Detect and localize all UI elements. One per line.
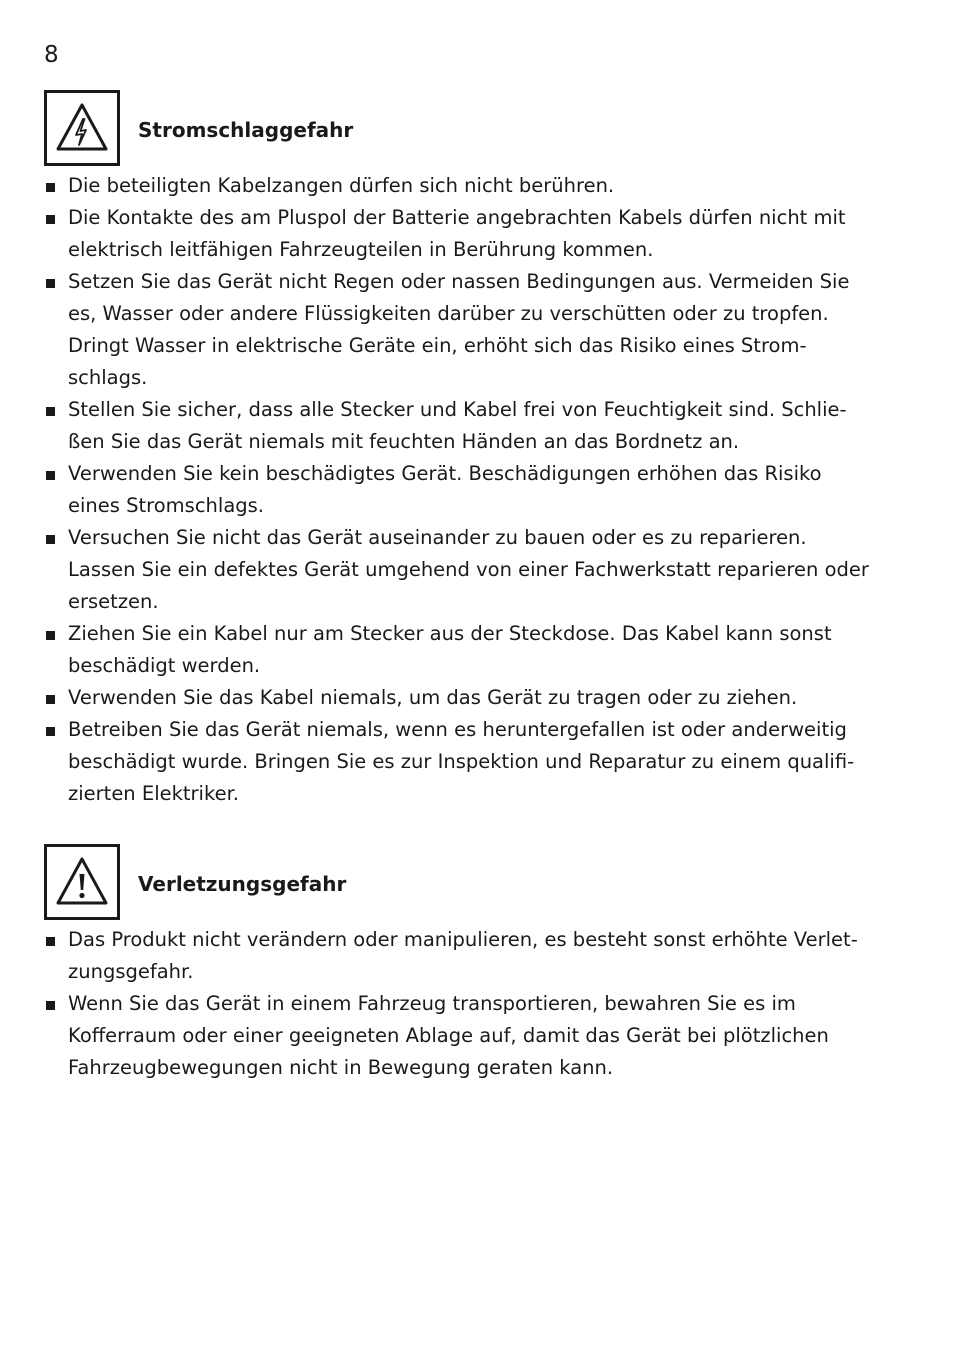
list-item: Das Produkt nicht verändern oder manipulieren, es besteht sonst erhöhte Verlet-zungsgefahr. <box>44 924 874 988</box>
list-item: Ziehen Sie ein Kabel nur am Stecker aus der Steckdose. Das Kabel kann sonst beschädigt werden. <box>44 618 874 682</box>
section-header <box>44 844 874 920</box>
list-item: Setzen Sie das Gerät nicht Regen oder nassen Bedingungen aus. Vermeiden Sie es, Wasser oder andere Flüssigkeiten darüber zu verschütten oder zu tropfen. Dringt Wasser in elektrische Geräte ein, erhöht sich das Risiko eines Strom-schlags. <box>44 266 874 394</box>
bullet-list <box>44 170 874 810</box>
list-item: Die beteiligten Kabelzangen dürfen sich nicht berühren. <box>44 170 874 202</box>
list-item: Betreiben Sie das Gerät niemals, wenn es heruntergefallen ist oder anderweitig beschädigt wurde. Bringen Sie es zur Inspektion und Reparatur zu einem qualifi-zierten Elektriker. <box>44 714 874 810</box>
section-electric-shock <box>44 90 874 810</box>
section-title: Stromschlaggefahr <box>138 118 354 142</box>
list-item: Stellen Sie sicher, dass alle Stecker und Kabel frei von Feuchtigkeit sind. Schlie-ßen Sie das Gerät niemals mit feuchten Händen an das Bordnetz an. <box>44 394 874 458</box>
list-item: Die Kontakte des am Pluspol der Batterie angebrachten Kabels dürfen nicht mit elektrisch leitfähigen Fahrzeugteilen in Berührung kommen. <box>44 202 874 266</box>
general-warning-icon <box>44 844 120 920</box>
bullet-list <box>44 924 874 1084</box>
section-injury <box>44 844 874 1084</box>
list-item: Versuchen Sie nicht das Gerät auseinander zu bauen oder es zu reparieren. Lassen Sie ein defektes Gerät umgehend von einer Fachwerkstatt reparieren oder ersetzen. <box>44 522 874 618</box>
electric-shock-warning-icon <box>44 90 120 166</box>
section-title: Verletzungsgefahr <box>138 872 347 896</box>
list-item: Wenn Sie das Gerät in einem Fahrzeug transportieren, bewahren Sie es im Kofferraum oder einer geeigneten Ablage auf, damit das Gerät bei plötzlichen Fahrzeugbewegungen nicht in Bewegung geraten kann. <box>44 988 874 1084</box>
section-header <box>44 90 874 166</box>
page-number: 8 <box>44 42 59 68</box>
list-item: Verwenden Sie das Kabel niemals, um das Gerät zu tragen oder zu ziehen. <box>44 682 874 714</box>
list-item: Verwenden Sie kein beschädigtes Gerät. Beschädigungen erhöhen das Risiko eines Stromschlags. <box>44 458 874 522</box>
